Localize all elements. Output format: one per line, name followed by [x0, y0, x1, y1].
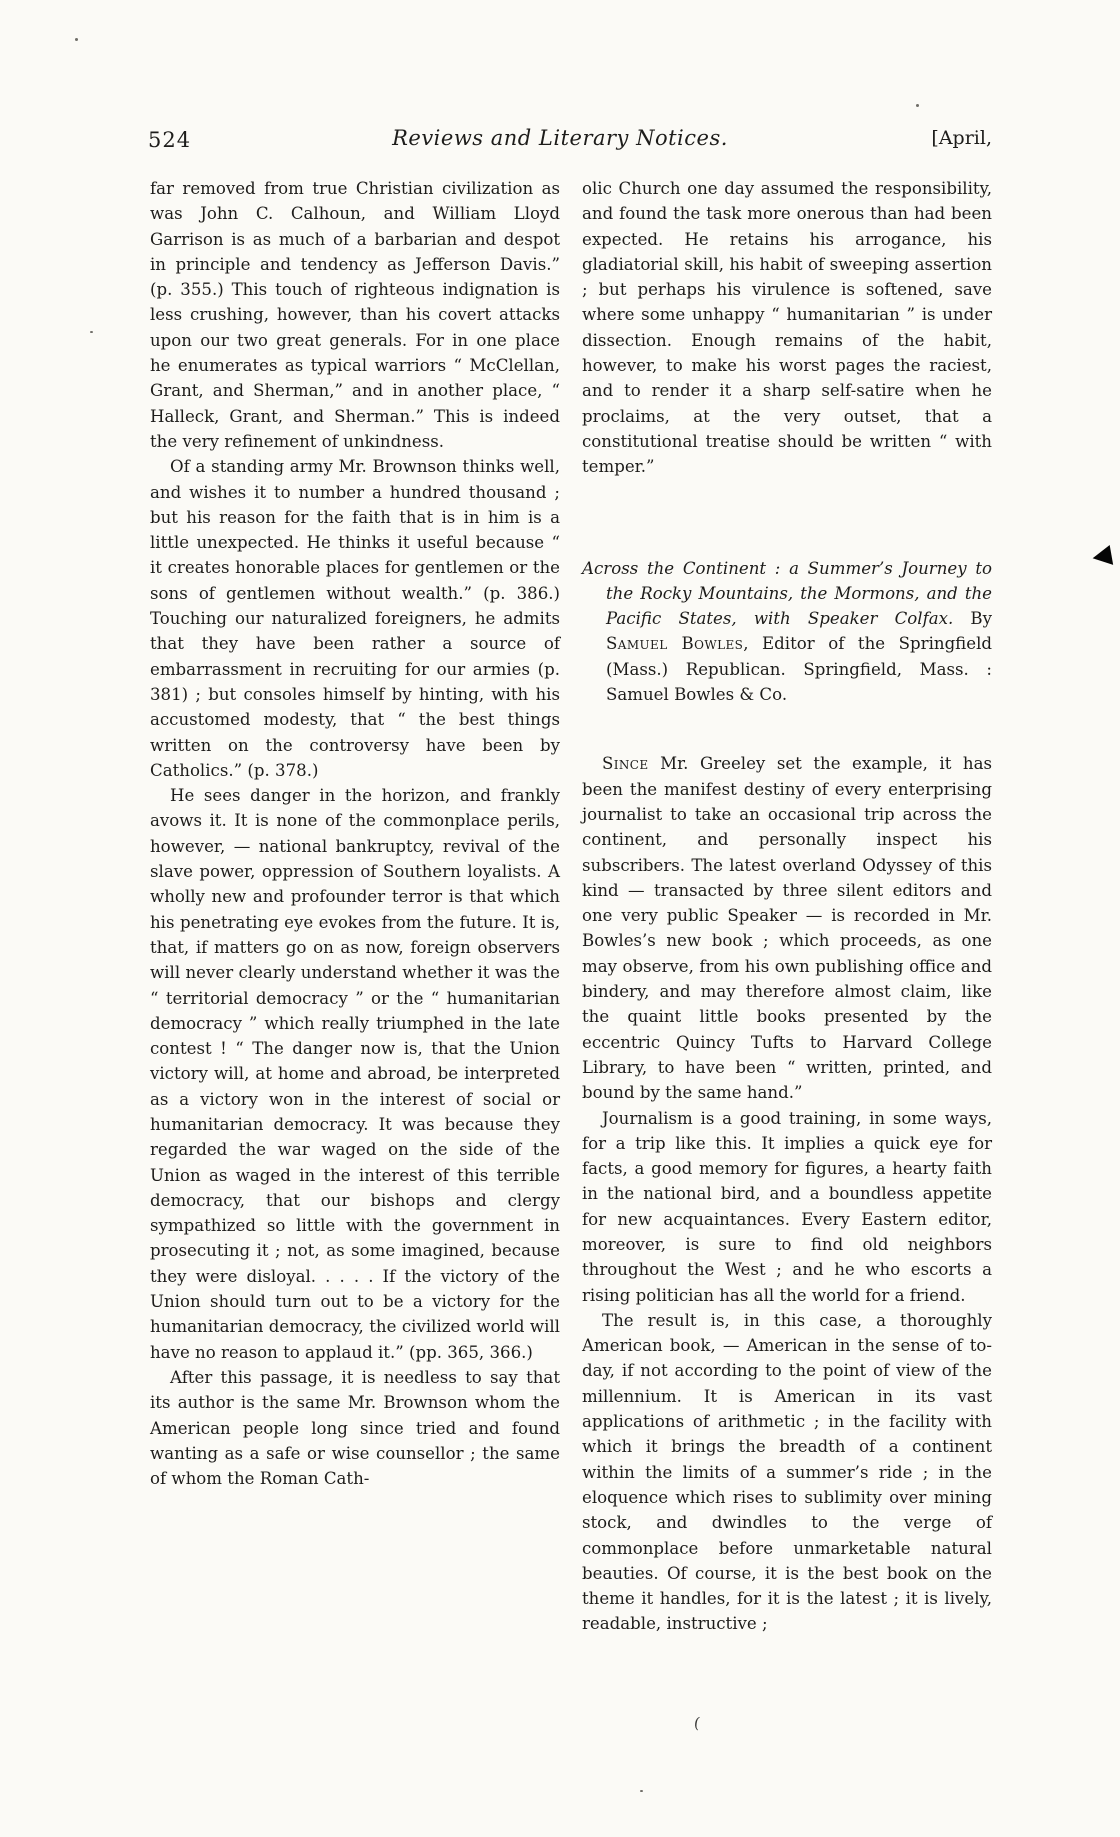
citation-title: Across the Continent : a Summer’s Journey to the Rocky Mountains, the Mormons, and the Pacific States, with Speaker Colfax.: [582, 558, 992, 629]
paragraph-after-passage: After this passage, it is needless to say that its author is the same Mr. Brownson whom the American people long since tried and found wanting as a safe or wise counsellor ; the same of whom the Roman Cath-: [150, 1367, 560, 1489]
paragraph-continuation: far removed from true Christian civilization as was John C. Calhoun, and William Lloyd Garrison is as much of a barbarian and despot in principle and tendency as Jefferson Davis.” (p. 355.) This touch of righteous indignation is less crushing, however, than his covert attacks upon our two great generals. For in one place he enumerates as typical warriors “ McClellan, Grant, and Sherman,” and in another place, “ Halleck, Grant, and Sherman.” This is indeed the very refinement of unkindness.: [150, 179, 560, 451]
scan-speck: [640, 1790, 643, 1792]
citation-by-prefix: By: [953, 609, 992, 629]
issue-label: [April,: [931, 127, 992, 149]
right-column: [582, 176, 992, 1637]
margin-ink-blot-mark: ◀: [1089, 537, 1114, 572]
scan-speck: [75, 38, 78, 41]
scan-speck: [90, 331, 93, 333]
citation-author: Samuel Bowles: [606, 634, 744, 654]
paragraph-since-lead: Since: [602, 754, 649, 774]
stray-pen-mark: (: [692, 1713, 702, 1733]
page-number: 524: [148, 128, 192, 152]
paragraph-continuation: olic Church one day assumed the responsibility, and found the task more onerous than had been expected. He retains his arrogance, his gladiatorial skill, his habit of sweeping assertion ; but perhaps his virulence is softened, save where some unhappy “ humanitarian ” is under dissection. Enough remains of the habit, however, to make his worst pages the raciest, and to render it a sharp self-satire when he proclaims, at the very outset, that a constitutional treatise should be written “ with temper.”: [582, 179, 992, 477]
running-head-title: Reviews and Literary Notices.: [392, 126, 728, 150]
paragraph-danger: He sees danger in the horizon, and frankly avows it. It is none of the commonplace perils, however, — national bankruptcy, revival of the slave power, oppression of Southern loyalists. A wholly new and profounder terror is that which his penetrating eye evokes from the future. It is, that, if matters go on as now, foreign observers will never clearly understand whether it was the “ territorial democracy ” or the “ humanitarian democracy ” which really triumphed in the late contest ! “ The danger now is, that the Union victory will, at home and abroad, be interpreted as a victory won in the interest of social or humanitarian democracy. It was because they regarded the war waged on the side of the Union as waged in the interest of this terrible democracy, that our bishops and clergy sympathized so little with the government in prosecuting it ; not, as some imagined, because they were disloyal. . . . . If the victory of the Union should turn out to be a victory for the humanitarian democracy, the civilized world will have no reason to applaud it.” (pp. 365, 366.): [150, 786, 560, 1362]
citation-publisher-rest: , Editor of the Springfield (Mass.) Republican. Springfield, Mass. : Samuel Bowles & Co.: [606, 634, 993, 705]
paragraph-since: [582, 751, 992, 1105]
paragraph-standing-army: Of a standing army Mr. Brownson thinks well, and wishes it to number a hundred thousand ; but his reason for the faith that is in him is a little unexpected. He thinks it useful because “ it creates honorable places for gentlemen or the sons of gentlemen without wealth.” (p. 386.) Touching our naturalized foreigners, he admits that they have been rather a source of embarrassment in recruiting for our armies (p. 381) ; but consoles himself by hinting, with his accustomed modesty, that “ the best things written on the controversy have been by Catholics.” (p. 378.): [150, 457, 560, 780]
paragraph-journalism: Journalism is a good training, in some ways, for a trip like this. It implies a quick eye for facts, a good memory for figures, a hearty faith in the national bird, and a boundless appetite for new acquaintances. Every Eastern editor, moreover, is sure to find old neighbors throughout the West ; and he who escorts a rising politician has all the world for a friend.: [582, 1108, 992, 1305]
left-column: [150, 176, 560, 1491]
book-citation: [582, 556, 992, 708]
scan-speck: [916, 104, 919, 107]
paragraph-since-rest: Mr. Greeley set the example, it has been the manifest destiny of every enterprising journalist to take an occasional trip across the continent, and personally inspect his subscribers. The latest overland Odyssey of this kind — transacted by three silent editors and one very public Speaker — is recorded in Mr. Bowles’s new book ; which proceeds, as one may observe, from his own publishing office and bindery, and may therefore almost claim, like the quaint little books presented by the eccentric Quincy Tufts to Harvard College Library, to have been “ written, printed, and bound by the same hand.”: [582, 754, 992, 1103]
paragraph-result: The result is, in this case, a thoroughly American book, — American in the sense of to-day, if not according to the point of view of the millennium. It is American in its vast applications of arithmetic ; in the facility with which it brings the breadth of a continent within the limits of a summer’s ride ; in the eloquence which rises to sublimity over mining stock, and dwindles to the verge of commonplace before unmarketable natural beauties. Of course, it is the best book on the theme it handles, for it is the latest ; it is lively, readable, instructive ;: [582, 1310, 992, 1634]
